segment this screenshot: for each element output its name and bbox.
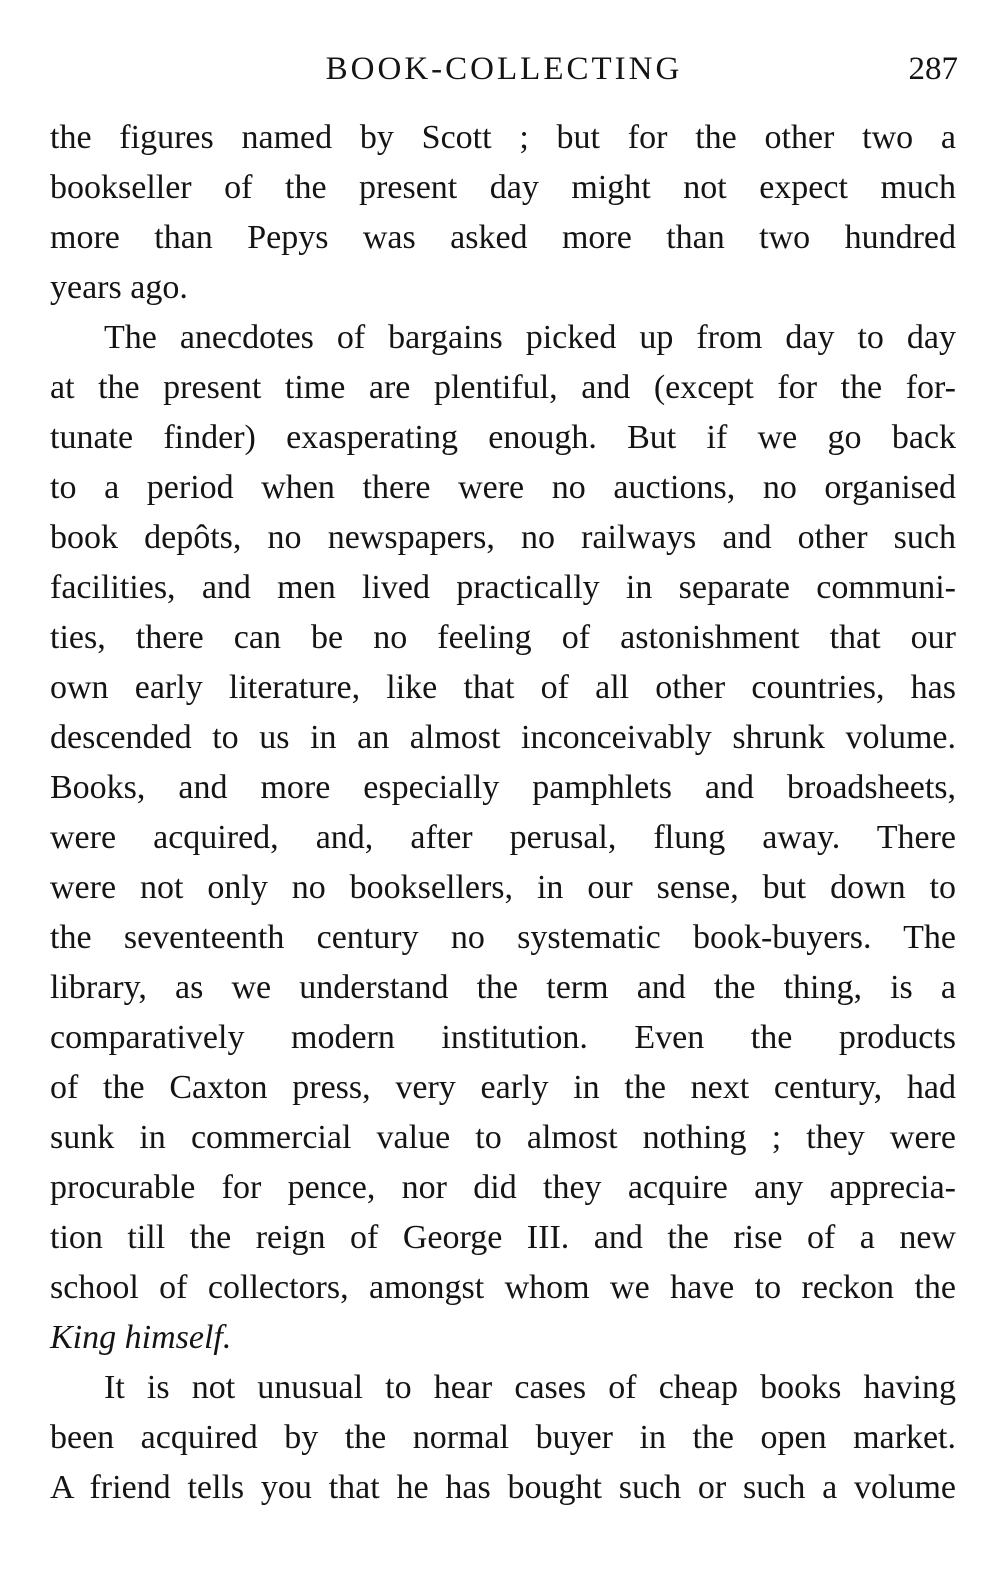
text-line: comparatively modern institution. Even the products xyxy=(50,1019,956,1056)
text-line: library, as we understand the term and the thing, is a xyxy=(50,969,956,1006)
text-line: school of collectors, amongst whom we have to reckon the xyxy=(50,1269,956,1306)
text-line: of the Caxton press, very early in the next century, had xyxy=(50,1069,956,1106)
text-line: were acquired, and, after perusal, flung away. There xyxy=(50,819,956,856)
text-line: years ago. xyxy=(50,269,188,306)
text-line: own early literature, like that of all other countries, has xyxy=(50,669,956,706)
text-line: descended to us in an almost inconceivably shrunk volume. xyxy=(50,719,956,756)
text-line: Books, and more especially pamphlets and broadsheets, xyxy=(50,769,956,806)
text-line: to a period when there were no auctions, no organised xyxy=(50,469,956,506)
body-text xyxy=(50,113,956,1513)
text-line: sunk in commercial value to almost nothing ; they were xyxy=(50,1119,956,1156)
text-line: the seventeenth century no systematic book-buyers. The xyxy=(50,919,956,956)
text-line: the figures named by Scott ; but for the other two a xyxy=(50,119,956,156)
text-line: facilities, and men lived practically in separate communi- xyxy=(50,569,956,606)
text-line: more than Pepys was asked more than two hundred xyxy=(50,219,956,256)
text-line-italic xyxy=(50,1313,956,1363)
text-line: at the present time are plentiful, and (except for the for- xyxy=(50,369,956,406)
text-line: The anecdotes of bargains picked up from day to day xyxy=(104,319,956,356)
text-line: procurable for pence, nor did they acquire any apprecia- xyxy=(50,1169,956,1206)
text-line: A friend tells you that he has bought such or such a volume xyxy=(50,1469,956,1506)
text-line: It is not unusual to hear cases of cheap books having xyxy=(104,1369,956,1406)
text-line: book depôts, no newspapers, no railways and other such xyxy=(50,519,956,556)
text-line: bookseller of the present day might not expect much xyxy=(50,169,956,206)
paragraph xyxy=(50,1363,956,1513)
page-number: 287 xyxy=(908,51,958,87)
running-head xyxy=(50,44,958,94)
running-title: BOOK-COLLECTING xyxy=(325,51,683,87)
italic-phrase: King himself. xyxy=(50,1319,232,1356)
text-line: tunate finder) exasperating enough. But if we go back xyxy=(50,419,956,456)
paragraph xyxy=(50,313,956,1363)
text-line: tion till the reign of George III. and the rise of a new xyxy=(50,1219,956,1256)
text-line: ties, there can be no feeling of astonishment that our xyxy=(50,619,956,656)
text-line: were not only no booksellers, in our sense, but down to xyxy=(50,869,956,906)
paragraph xyxy=(50,113,956,313)
text-line: been acquired by the normal buyer in the open market. xyxy=(50,1419,956,1456)
